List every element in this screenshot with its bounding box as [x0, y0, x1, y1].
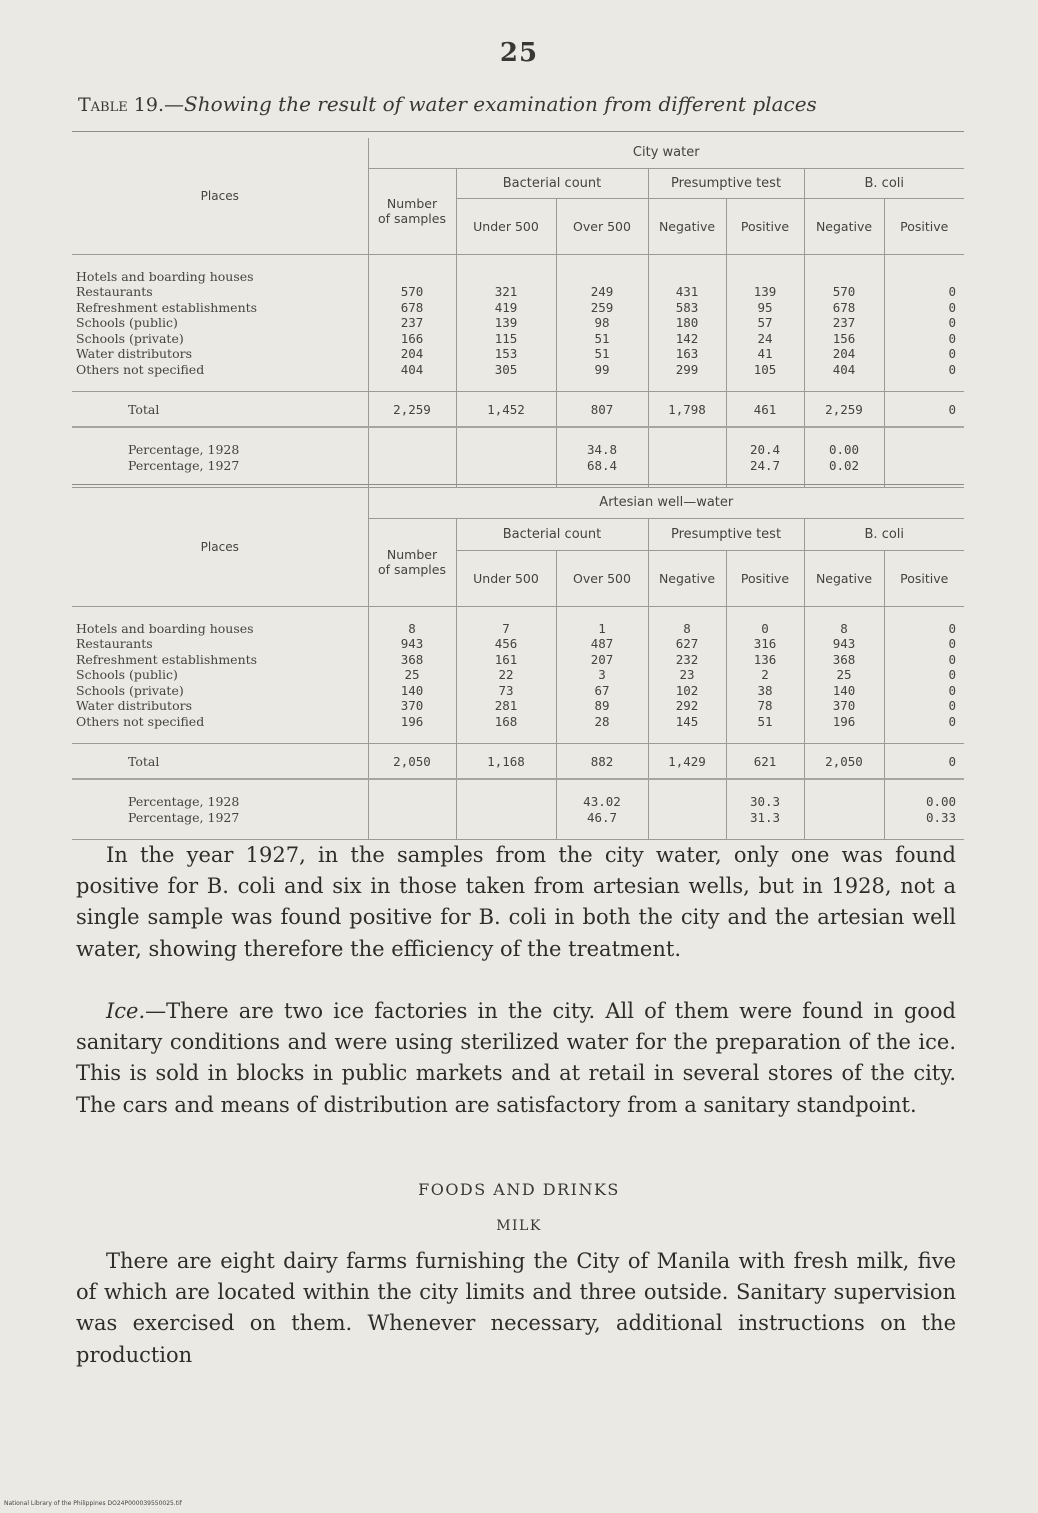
under-cell: 139 [456, 315, 556, 331]
presumptive-negative-cell: 583 [648, 300, 726, 316]
places-header: Places [200, 539, 239, 554]
table-row [72, 667, 964, 683]
bcoli-positive-cell: 0 [884, 667, 964, 683]
bcoli-negative-cell: 570 [804, 284, 884, 300]
ice-label: Ice. [106, 999, 146, 1023]
bcoli-negative-header: Negative [804, 550, 884, 606]
table-row [72, 315, 964, 331]
under-cell: 73 [456, 683, 556, 699]
over-cell: 3 [556, 667, 648, 683]
pct-presumptive-positive-cell: 20.4 [726, 442, 804, 458]
presumptive-negative-cell [648, 269, 726, 285]
percentage-label: Percentage, 1928 [128, 794, 240, 809]
presumptive-positive-cell: 24 [726, 331, 804, 347]
number-cell: 368 [368, 652, 456, 668]
total-label: Total [72, 392, 368, 428]
total-presumptive-positive-cell: 621 [726, 744, 804, 780]
bcoli-negative-cell: 404 [804, 362, 884, 378]
total-bcoli-positive-cell: 0 [884, 744, 964, 780]
presumptive-negative-cell: 292 [648, 698, 726, 714]
total-under-cell: 1,452 [456, 392, 556, 428]
group-title: Artesian well—water [368, 488, 964, 518]
bcoli-positive-cell [884, 269, 964, 285]
presumptive-positive-cell: 139 [726, 284, 804, 300]
over-cell: 99 [556, 362, 648, 378]
percentage-label: Percentage, 1927 [128, 457, 240, 473]
presumptive-positive-cell: 105 [726, 362, 804, 378]
presumptive-positive-cell: 316 [726, 636, 804, 652]
presumptive-negative-header: Negative [648, 198, 726, 254]
place-label: Restaurants [76, 284, 153, 299]
place-label: Refreshment establishments [76, 651, 258, 667]
heading-foods-and-drinks: FOODS AND DRINKS [418, 1180, 620, 1199]
bcoli-positive-cell: 0 [884, 652, 964, 668]
presumptive-negative-cell: 232 [648, 652, 726, 668]
pct-presumptive-positive-cell: 30.3 [726, 794, 804, 810]
over-cell: 249 [556, 284, 648, 300]
bcoli-negative-cell: 8 [804, 621, 884, 637]
percentage-row [72, 442, 964, 458]
table-row [72, 346, 964, 362]
table-divider-rule [72, 484, 964, 485]
over-cell [556, 269, 648, 285]
bcoli-negative-cell: 25 [804, 667, 884, 683]
over-cell: 28 [556, 714, 648, 730]
under-cell: 7 [456, 621, 556, 637]
pct-bcoli-negative-cell: 0.02 [804, 458, 884, 474]
pct-bcoli-positive-cell [884, 458, 964, 474]
place-label: Restaurants [76, 636, 153, 651]
bcoli-negative-cell [804, 269, 884, 285]
under-cell: 281 [456, 698, 556, 714]
table-row [72, 362, 964, 378]
table-row [72, 714, 964, 730]
total-over-cell: 882 [556, 744, 648, 780]
number-cell: 8 [368, 621, 456, 637]
bacterial-count-header: Bacterial count [456, 168, 648, 198]
presumptive-negative-cell: 431 [648, 284, 726, 300]
bcoli-positive-cell: 0 [884, 621, 964, 637]
presumptive-positive-cell: 38 [726, 683, 804, 699]
presumptive-positive-cell: 41 [726, 346, 804, 362]
pct-bcoli-positive-cell: 0.00 [884, 794, 964, 810]
presumptive-positive-cell [726, 269, 804, 285]
bcoli-header: B. coli [804, 168, 964, 198]
presumptive-test-header: Presumptive test [648, 518, 804, 550]
under-cell: 22 [456, 667, 556, 683]
bcoli-positive-cell: 0 [884, 362, 964, 378]
number-of-samples-header [368, 168, 456, 254]
number-cell: 196 [368, 714, 456, 730]
place-label: Schools (public) [76, 667, 178, 682]
presumptive-positive-cell: 2 [726, 667, 804, 683]
total-bcoli-negative-cell: 2,259 [804, 392, 884, 428]
table-row [72, 331, 964, 347]
percentage-row [72, 810, 964, 826]
presumptive-test-header: Presumptive test [648, 168, 804, 198]
over-cell: 207 [556, 652, 648, 668]
pct-bcoli-positive-cell [884, 442, 964, 458]
number-cell: 404 [368, 362, 456, 378]
place-label: Refreshment establishments [76, 299, 258, 315]
under-cell [456, 269, 556, 285]
table-title [78, 92, 978, 116]
over-cell: 51 [556, 346, 648, 362]
presumptive-negative-header: Negative [648, 550, 726, 606]
presumptive-negative-cell: 299 [648, 362, 726, 378]
table-title-description: —Showing the result of water examination from different places [164, 92, 817, 116]
bcoli-header: B. coli [804, 518, 964, 550]
over-cell: 89 [556, 698, 648, 714]
ice-text: —There are two ice factories in the city. All of them were found in good sanitary conditions and were using sterilized water for the preparation of the ice. This is sold in blocks in public markets and at retail in several stores of the city. The cars and means of distribution are satisfactory from a sanitary standpoint. [76, 999, 956, 1117]
percentage-row [72, 794, 964, 810]
presumptive-positive-cell: 0 [726, 621, 804, 637]
presumptive-positive-header: Positive [726, 550, 804, 606]
number-header: Number [386, 547, 438, 562]
paragraph-milk: There are eight dairy farms furnishing the City of Manila with fresh milk, five of which are located within the city limits and three outside. Sanitary supervision was exercised on them. Whenever necessary, additional instructions on the production [76, 1249, 956, 1367]
presumptive-negative-cell: 180 [648, 315, 726, 331]
number-header: Number [386, 196, 438, 211]
total-bcoli-negative-cell: 2,050 [804, 744, 884, 780]
number-cell: 943 [368, 636, 456, 652]
bcoli-positive-cell: 0 [884, 300, 964, 316]
table-row [72, 683, 964, 699]
heading-milk: MILK [496, 1218, 542, 1234]
table-row [72, 300, 964, 316]
percentage-label: Percentage, 1927 [128, 809, 240, 825]
percentage-label: Percentage, 1928 [128, 442, 240, 457]
artesian-water-table [72, 488, 964, 840]
presumptive-negative-cell: 163 [648, 346, 726, 362]
pct-presumptive-positive-cell: 31.3 [726, 810, 804, 826]
presumptive-negative-cell: 142 [648, 331, 726, 347]
of-samples-header: of samples [378, 211, 446, 226]
place-label: Hotels and boarding houses [76, 620, 254, 636]
table-rule-top [72, 131, 964, 132]
over-500-header: Over 500 [556, 198, 648, 254]
pct-over-cell: 68.4 [556, 458, 648, 474]
pct-bcoli-negative-cell [804, 794, 884, 810]
place-label: Schools (public) [76, 315, 178, 330]
place-label: Schools (private) [76, 330, 184, 346]
pct-presumptive-positive-cell: 24.7 [726, 458, 804, 474]
bcoli-positive-header: Positive [884, 550, 964, 606]
table-row [72, 284, 964, 300]
bcoli-negative-cell: 370 [804, 698, 884, 714]
bcoli-positive-cell: 0 [884, 315, 964, 331]
bacterial-count-header: Bacterial count [456, 518, 648, 550]
under-cell: 321 [456, 284, 556, 300]
bcoli-positive-cell: 0 [884, 636, 964, 652]
presumptive-positive-cell: 95 [726, 300, 804, 316]
under-cell: 168 [456, 714, 556, 730]
under-cell: 161 [456, 652, 556, 668]
presumptive-positive-cell: 136 [726, 652, 804, 668]
under-cell: 305 [456, 362, 556, 378]
place-label: Water distributors [76, 698, 192, 713]
under-cell: 456 [456, 636, 556, 652]
table-row [72, 269, 964, 285]
total-bcoli-positive-cell: 0 [884, 392, 964, 428]
over-cell: 487 [556, 636, 648, 652]
table-row [72, 621, 964, 637]
presumptive-negative-cell: 23 [648, 667, 726, 683]
pct-bcoli-positive-cell: 0.33 [884, 810, 964, 826]
pct-bcoli-negative-cell [804, 810, 884, 826]
total-row [72, 392, 964, 428]
bcoli-positive-header: Positive [884, 198, 964, 254]
table-row [72, 698, 964, 714]
bcoli-negative-cell: 196 [804, 714, 884, 730]
total-label: Total [72, 744, 368, 780]
bcoli-positive-cell: 0 [884, 346, 964, 362]
over-cell: 51 [556, 331, 648, 347]
of-samples-header: of samples [378, 562, 446, 577]
total-number-cell: 2,259 [368, 392, 456, 428]
bcoli-negative-cell: 237 [804, 315, 884, 331]
total-over-cell: 807 [556, 392, 648, 428]
presumptive-negative-cell: 627 [648, 636, 726, 652]
total-number-cell: 2,050 [368, 744, 456, 780]
over-cell: 67 [556, 683, 648, 699]
bcoli-negative-cell: 368 [804, 652, 884, 668]
number-cell: 570 [368, 284, 456, 300]
place-label: Hotels and boarding houses [76, 268, 254, 284]
under-cell: 419 [456, 300, 556, 316]
bcoli-negative-header: Negative [804, 198, 884, 254]
place-label: Others not specified [76, 361, 205, 377]
total-presumptive-negative-cell: 1,429 [648, 744, 726, 780]
presumptive-positive-header: Positive [726, 198, 804, 254]
bcoli-positive-cell: 0 [884, 331, 964, 347]
place-label: Water distributors [76, 346, 192, 361]
percentage-row [72, 458, 964, 474]
number-cell: 237 [368, 315, 456, 331]
footer-source: National Library of the Philippines DO24P000039550025.tif [4, 1500, 182, 1507]
presumptive-negative-cell: 145 [648, 714, 726, 730]
total-under-cell: 1,168 [456, 744, 556, 780]
number-of-samples-header [368, 518, 456, 606]
bcoli-negative-cell: 140 [804, 683, 884, 699]
pct-over-cell: 46.7 [556, 810, 648, 826]
over-cell: 259 [556, 300, 648, 316]
places-header: Places [200, 188, 239, 203]
table-row [72, 652, 964, 668]
paragraph-water-results: In the year 1927, in the samples from the city water, only one was found positive for B. coli and six in those taken from artesian wells, but in 1928, not a single sample was found positive for B. coli in both the city and the artesian well water, showing therefore the efficiency of the treatment. [76, 843, 956, 961]
pct-over-cell: 34.8 [556, 442, 648, 458]
number-cell: 140 [368, 683, 456, 699]
total-presumptive-positive-cell: 461 [726, 392, 804, 428]
city-water-table [72, 138, 964, 488]
presumptive-positive-cell: 51 [726, 714, 804, 730]
over-cell: 1 [556, 621, 648, 637]
under-500-header: Under 500 [456, 550, 556, 606]
presumptive-positive-cell: 57 [726, 315, 804, 331]
under-500-header: Under 500 [456, 198, 556, 254]
bcoli-positive-cell: 0 [884, 714, 964, 730]
group-title: City water [368, 138, 964, 168]
bcoli-positive-cell: 0 [884, 698, 964, 714]
presumptive-positive-cell: 78 [726, 698, 804, 714]
place-label: Others not specified [76, 713, 205, 729]
number-cell: 678 [368, 300, 456, 316]
presumptive-negative-cell: 102 [648, 683, 726, 699]
place-label: Schools (private) [76, 682, 184, 698]
over-cell: 98 [556, 315, 648, 331]
paragraph-ice [76, 996, 956, 1121]
bcoli-positive-cell: 0 [884, 683, 964, 699]
number-cell [368, 269, 456, 285]
table-row [72, 636, 964, 652]
pct-over-cell: 43.02 [556, 794, 648, 810]
total-presumptive-negative-cell: 1,798 [648, 392, 726, 428]
under-cell: 115 [456, 331, 556, 347]
pct-bcoli-negative-cell: 0.00 [804, 442, 884, 458]
over-500-header: Over 500 [556, 550, 648, 606]
number-cell: 166 [368, 331, 456, 347]
bcoli-negative-cell: 943 [804, 636, 884, 652]
bcoli-negative-cell: 156 [804, 331, 884, 347]
bcoli-negative-cell: 204 [804, 346, 884, 362]
total-row [72, 744, 964, 780]
bcoli-negative-cell: 678 [804, 300, 884, 316]
table-title-label: Table 19. [78, 94, 164, 116]
number-cell: 25 [368, 667, 456, 683]
page-number: 25 [499, 38, 539, 68]
number-cell: 370 [368, 698, 456, 714]
bcoli-positive-cell: 0 [884, 284, 964, 300]
under-cell: 153 [456, 346, 556, 362]
presumptive-negative-cell: 8 [648, 621, 726, 637]
number-cell: 204 [368, 346, 456, 362]
